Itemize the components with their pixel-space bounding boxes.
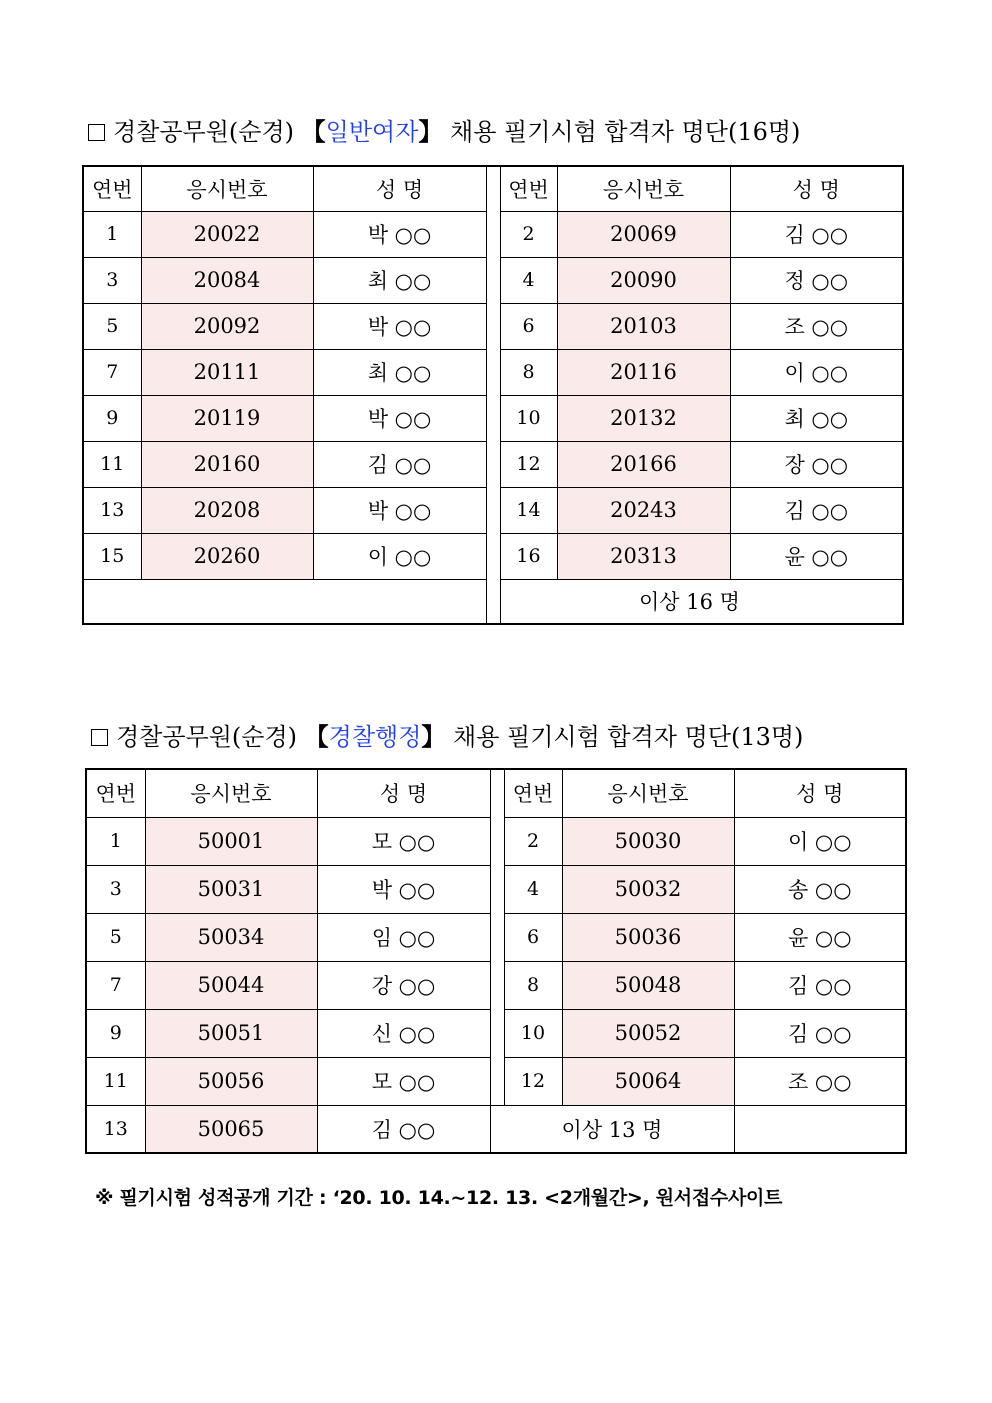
exam-number: 50064: [562, 1057, 734, 1105]
serial-number: 12: [504, 1057, 562, 1105]
title-left-bracket: 【: [304, 722, 329, 751]
serial-number: 2: [504, 817, 562, 865]
exam-number: 50030: [562, 817, 734, 865]
total-count: 이상 16 명: [83, 579, 903, 624]
candidate-name: 최 ○○: [313, 349, 486, 395]
column-header: 성 명: [734, 769, 906, 817]
exam-number: 20090: [557, 257, 730, 303]
column-separator: [486, 166, 500, 624]
candidate-name: 박 ○○: [313, 395, 486, 441]
serial-number: 2: [500, 211, 557, 257]
column-header: 응시번호: [557, 166, 730, 211]
column-separator: [490, 769, 504, 1105]
candidate-name: 모 ○○: [317, 1057, 490, 1105]
column-header: 응시번호: [562, 769, 734, 817]
candidate-name: 김 ○○: [313, 441, 486, 487]
serial-number: 13: [86, 1105, 145, 1153]
exam-number: 50001: [145, 817, 317, 865]
serial-number: 8: [504, 961, 562, 1009]
exam-number: 50051: [145, 1009, 317, 1057]
header-row: [83, 166, 903, 211]
serial-number: 12: [500, 441, 557, 487]
exam-number: 20116: [557, 349, 730, 395]
serial-number: 11: [83, 441, 141, 487]
serial-number: 16: [500, 533, 557, 579]
section2-title: [91, 722, 803, 752]
serial-number: 1: [83, 211, 141, 257]
exam-number: 20119: [141, 395, 313, 441]
serial-number: 9: [86, 1009, 145, 1057]
serial-number: 13: [83, 487, 141, 533]
serial-number: 8: [500, 349, 557, 395]
candidate-name: 이 ○○: [313, 533, 486, 579]
serial-number: 3: [86, 865, 145, 913]
exam-number: 20243: [557, 487, 730, 533]
title-category: 일반여자: [325, 118, 419, 146]
title-suffix: 채용 필기시험 합격자 명단(13명): [453, 723, 804, 751]
checkbox-square-icon: [88, 124, 105, 141]
candidate-name: 장 ○○: [730, 441, 903, 487]
exam-number: 20022: [141, 211, 313, 257]
exam-number: 50065: [145, 1105, 317, 1153]
candidate-name: 박 ○○: [313, 303, 486, 349]
candidate-name: 조 ○○: [730, 303, 903, 349]
candidate-name: 강 ○○: [317, 961, 490, 1009]
title-suffix: 채용 필기시험 합격자 명단(16명): [450, 118, 801, 146]
candidate-name: 김 ○○: [734, 1009, 906, 1057]
candidate-name: 윤 ○○: [734, 913, 906, 961]
serial-number: 1: [86, 817, 145, 865]
candidate-name: 김 ○○: [317, 1105, 490, 1153]
column-header: 연번: [86, 769, 145, 817]
exam-number: 20208: [141, 487, 313, 533]
serial-number: 3: [83, 257, 141, 303]
candidate-name: 이 ○○: [730, 349, 903, 395]
candidate-name: 최 ○○: [313, 257, 486, 303]
candidate-name: 조 ○○: [734, 1057, 906, 1105]
serial-number: 11: [86, 1057, 145, 1105]
exam-number: 20111: [141, 349, 313, 395]
serial-number: 10: [500, 395, 557, 441]
total-count: 이상 13 명: [490, 1105, 734, 1153]
column-header: 연번: [500, 166, 557, 211]
serial-number: 4: [500, 257, 557, 303]
serial-number: 6: [504, 913, 562, 961]
candidate-name: 최 ○○: [730, 395, 903, 441]
column-header: 성 명: [317, 769, 490, 817]
candidate-name: 임 ○○: [317, 913, 490, 961]
candidate-name: 박 ○○: [313, 487, 486, 533]
exam-number: 50032: [562, 865, 734, 913]
exam-number: 50048: [562, 961, 734, 1009]
header-row: [86, 769, 906, 817]
serial-number: 15: [83, 533, 141, 579]
exam-number: 50031: [145, 865, 317, 913]
exam-number: 20084: [141, 257, 313, 303]
candidate-name: 박 ○○: [313, 211, 486, 257]
title-left-bracket: 【: [301, 117, 326, 146]
title-right-bracket: 】: [418, 117, 443, 146]
serial-number: 10: [504, 1009, 562, 1057]
exam-number: 20069: [557, 211, 730, 257]
exam-number: 50056: [145, 1057, 317, 1105]
candidate-name: 모 ○○: [317, 817, 490, 865]
exam-number: 20313: [557, 533, 730, 579]
candidate-name: 정 ○○: [730, 257, 903, 303]
exam-number: 50052: [562, 1009, 734, 1057]
exam-number: 50034: [145, 913, 317, 961]
serial-number: 9: [83, 395, 141, 441]
column-header: 응시번호: [141, 166, 313, 211]
exam-number: 20166: [557, 441, 730, 487]
title-prefix: 경찰공무원(순경): [116, 723, 298, 751]
serial-number: 5: [86, 913, 145, 961]
exam-number: 20092: [141, 303, 313, 349]
column-header: 성 명: [313, 166, 486, 211]
candidate-name: 이 ○○: [734, 817, 906, 865]
checkbox-square-icon: [91, 729, 108, 746]
title-right-bracket: 】: [421, 722, 446, 751]
candidate-name: 윤 ○○: [730, 533, 903, 579]
exam-number: 20160: [141, 441, 313, 487]
total-row: [86, 1105, 906, 1153]
title-category: 경찰행정: [328, 723, 422, 751]
column-header: 연번: [504, 769, 562, 817]
column-header: 성 명: [730, 166, 903, 211]
serial-number: 7: [83, 349, 141, 395]
candidate-name: 김 ○○: [730, 211, 903, 257]
candidate-name: 박 ○○: [317, 865, 490, 913]
exam-number: 20260: [141, 533, 313, 579]
title-prefix: 경찰공무원(순경): [113, 118, 295, 146]
serial-number: 4: [504, 865, 562, 913]
serial-number: 6: [500, 303, 557, 349]
candidate-name: 신 ○○: [317, 1009, 490, 1057]
footnote: ※ 필기시험 성적공개 기간 : ‘20. 10. 14.~12. 13. <2개월간>, 원서접수사이트: [95, 1187, 783, 1209]
exam-number: 20132: [557, 395, 730, 441]
serial-number: 5: [83, 303, 141, 349]
candidate-name: 김 ○○: [734, 961, 906, 1009]
exam-number: 50036: [562, 913, 734, 961]
roster-table-police-admin: [85, 768, 907, 1154]
serial-number: 7: [86, 961, 145, 1009]
roster-table-general-female: [82, 165, 904, 625]
column-header: 연번: [83, 166, 141, 211]
serial-number: 14: [500, 487, 557, 533]
exam-number: 50044: [145, 961, 317, 1009]
candidate-name: 김 ○○: [730, 487, 903, 533]
candidate-name: 송 ○○: [734, 865, 906, 913]
total-row: [83, 579, 903, 624]
exam-number: 20103: [557, 303, 730, 349]
column-header: 응시번호: [145, 769, 317, 817]
section1-title: [88, 117, 800, 147]
